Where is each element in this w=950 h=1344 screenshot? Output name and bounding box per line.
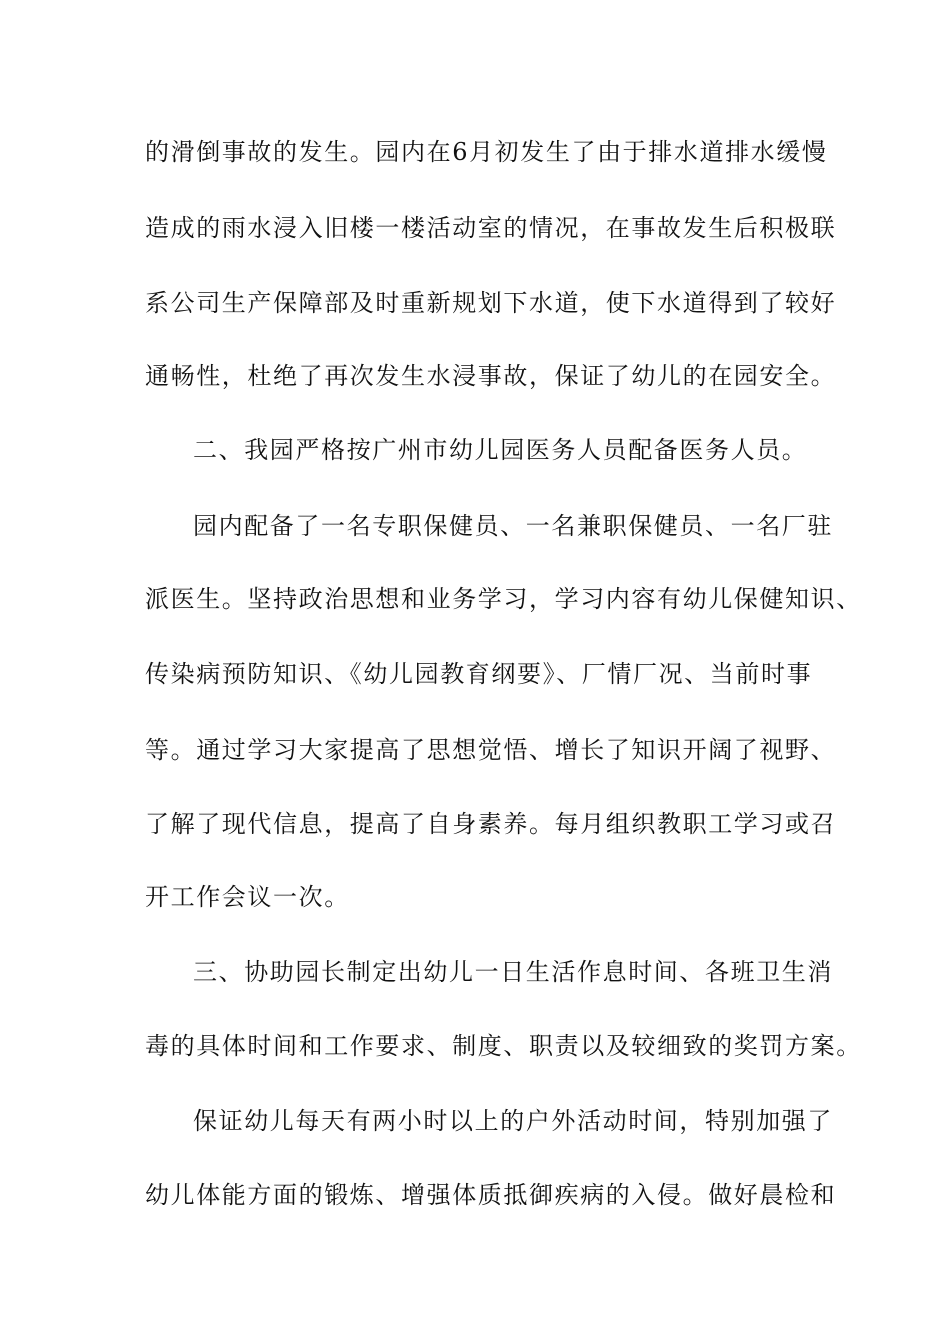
text-line: 幼儿体能方面的锻炼、增强体质抵御疾病的入侵。做好晨检和 xyxy=(145,1181,837,1209)
section-heading-2: 二、我园严格按广州市幼儿园医务人员配备医务人员。 xyxy=(193,436,808,464)
section-heading-3: 三、协助园长制定出幼儿一日生活作息时间、各班卫生消 xyxy=(193,958,833,986)
text-line: 保证幼儿每天有两小时以上的户外活动时间，特别加强了 xyxy=(193,1107,833,1135)
text-line: 系公司生产保障部及时重新规划下水道，使下水道得到了较好 xyxy=(145,289,837,317)
text-line: 了解了现代信息，提高了自身素养。每月组织教职工学习或召 xyxy=(145,810,837,838)
text-line: 开工作会议一次。 xyxy=(145,883,350,911)
text-line: 造成的雨水浸入旧楼一楼活动室的情况，在事故发生后积极联 xyxy=(145,214,837,242)
text-line: 园内配备了一名专职保健员、一名兼职保健员、一名厂驻 xyxy=(193,512,833,540)
text-line: 派医生。坚持政治思想和业务学习，学习内容有幼儿保健知识、 xyxy=(145,585,862,613)
text-line: 的滑倒事故的发生。园内在6月初发生了由于排水道排水缓慢 xyxy=(145,138,828,166)
text-line: 通畅性，杜绝了再次发生水浸事故，保证了幼儿的在园安全。 xyxy=(145,362,837,390)
text-line: 等。通过学习大家提高了思想觉悟、增长了知识开阔了视野、 xyxy=(145,736,837,764)
text-line: 毒的具体时间和工作要求、制度、职责以及较细致的奖罚方案。 xyxy=(145,1032,862,1060)
text-line: 传染病预防知识、《幼儿园教育纲要》、厂情厂况、当前时事 xyxy=(145,660,813,688)
